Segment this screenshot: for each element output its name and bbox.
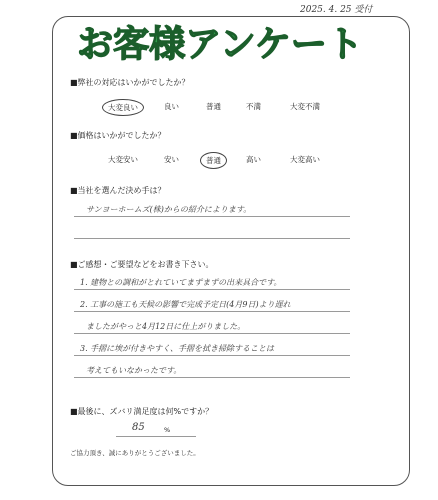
price-option: 大変高い [290, 155, 320, 164]
survey-title [50, 20, 390, 64]
comment-line: 3. 手摺に埃が付きやすく、手摺を拭き掃除することは [80, 344, 275, 353]
question-reason [70, 185, 166, 196]
service-option: 不満 [246, 102, 261, 111]
price-option-selected: 普通 [200, 152, 227, 169]
survey-title-text: お客様アンケート [77, 24, 363, 64]
question-price [70, 130, 166, 141]
answer-rule-line [74, 289, 350, 290]
question-satisfaction [70, 406, 213, 417]
received-date-stamp: 2025. 4. 25 受付 [300, 5, 373, 15]
price-option: 高い [246, 155, 261, 164]
question-service-label: ■弊社の対応はいかがでしたか？ [70, 78, 190, 87]
reason-answer-text: サンヨーホームズ(株)からの紹介によります。 [86, 205, 252, 214]
question-comments-label: ■ご感想・ご要望などをお書き下さい。 [70, 260, 214, 269]
service-option: 良い [164, 102, 179, 111]
question-comments [70, 259, 214, 270]
satisfaction-value: 85 [132, 422, 145, 433]
service-option: 大変不満 [290, 102, 320, 111]
price-option: 大変安い [108, 155, 138, 164]
question-service [70, 77, 190, 88]
service-option-selected: 大変良い [102, 99, 144, 116]
comment-line: 考えてもいなかったです。 [86, 366, 182, 375]
question-reason-label: ■当社を選んだ決め手は？ [70, 186, 166, 195]
thank-you-note: ご協力頂き、誠にありがとうございました。 [70, 449, 200, 457]
survey-title-graphic [50, 20, 390, 64]
comment-line: 2. 工事の施工も天候の影響で完成予定日(4月9日)より遅れ [80, 300, 291, 309]
answer-rule-line [74, 333, 350, 334]
price-option: 安い [164, 155, 179, 164]
satisfaction-unit: % [164, 426, 171, 434]
question-satisfaction-label: ■最後に、ズバリ満足度は何%ですか？ [70, 407, 214, 416]
question-price-label: ■価格はいかがでしたか？ [70, 131, 166, 140]
answer-rule-line [74, 216, 350, 217]
comment-line: 1. 建物との調和がとれていてまずまずの出来具合です。 [80, 278, 282, 287]
answer-rule-line [74, 311, 350, 312]
comment-line: ましたがやっと4月12日に仕上がりました。 [86, 322, 246, 331]
answer-rule-line [74, 377, 350, 378]
answer-rule-line [74, 355, 350, 356]
satisfaction-rule-line [116, 436, 196, 437]
answer-rule-line [74, 238, 350, 239]
service-option: 普通 [206, 102, 221, 111]
